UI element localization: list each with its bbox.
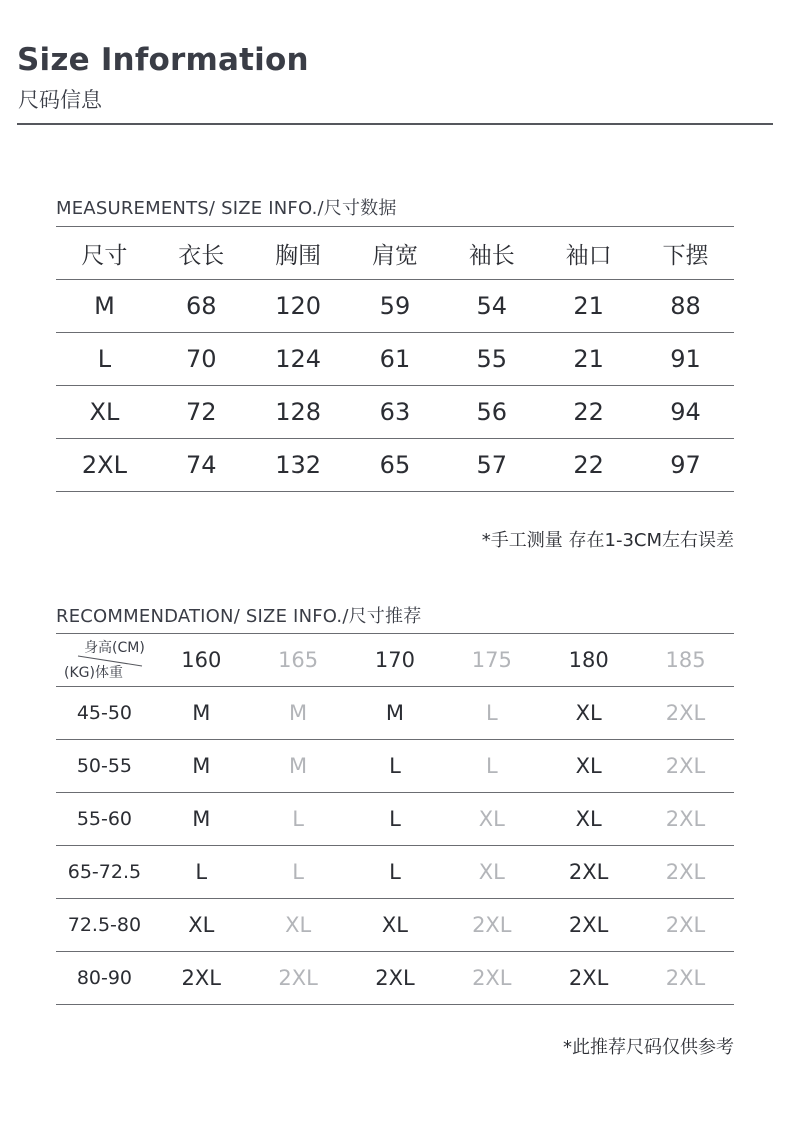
size-recommendation: L — [443, 687, 540, 740]
size-recommendation: 2XL — [637, 687, 734, 740]
table-row — [56, 333, 734, 386]
size-recommendation: 2XL — [540, 846, 637, 899]
corner-weight-label: (KG)体重 — [64, 665, 123, 681]
measurements-header-row — [56, 227, 734, 280]
measurement-cell: 54 — [443, 280, 540, 333]
height-header: 175 — [443, 634, 540, 687]
recommendation-title: RECOMMENDATION/ SIZE INFO./尺寸推荐 — [56, 606, 422, 627]
weight-label: 72.5-80 — [56, 899, 153, 952]
measurement-cell: 21 — [540, 333, 637, 386]
size-recommendation: XL — [443, 846, 540, 899]
size-recommendation: XL — [540, 687, 637, 740]
measurements-note: *手工测量 存在1-3CM左右误差 — [481, 530, 734, 551]
column-header: 袖口 — [540, 227, 637, 280]
table-row — [56, 687, 734, 740]
size-recommendation: 2XL — [347, 952, 444, 1005]
size-recommendation: 2XL — [443, 899, 540, 952]
size-recommendation: M — [250, 740, 347, 793]
size-recommendation: 2XL — [540, 952, 637, 1005]
height-header: 160 — [153, 634, 250, 687]
table-row — [56, 386, 734, 439]
measurement-cell: 128 — [250, 386, 347, 439]
recommendation-note: *此推荐尺码仅供参考 — [563, 1037, 734, 1058]
height-header: 180 — [540, 634, 637, 687]
measurement-cell: 97 — [637, 439, 734, 492]
size-recommendation: XL — [250, 899, 347, 952]
measurement-cell: 74 — [153, 439, 250, 492]
size-recommendation: L — [347, 740, 444, 793]
column-header: 下摆 — [637, 227, 734, 280]
measurement-cell: 59 — [347, 280, 444, 333]
column-header: 衣长 — [153, 227, 250, 280]
measurement-cell: 124 — [250, 333, 347, 386]
corner-height-label: 身高(CM) — [84, 640, 145, 656]
weight-label: 50-55 — [56, 740, 153, 793]
size-recommendation: XL — [153, 899, 250, 952]
weight-label: 80-90 — [56, 952, 153, 1005]
weight-label: 55-60 — [56, 793, 153, 846]
table-row — [56, 439, 734, 492]
size-recommendation: XL — [347, 899, 444, 952]
size-recommendation: L — [347, 793, 444, 846]
size-label: M — [56, 280, 153, 333]
table-row — [56, 793, 734, 846]
size-recommendation: L — [153, 846, 250, 899]
measurement-cell: 94 — [637, 386, 734, 439]
page-subtitle: 尺码信息 — [18, 88, 102, 112]
size-label: 2XL — [56, 439, 153, 492]
size-recommendation: 2XL — [637, 899, 734, 952]
header-divider — [17, 123, 773, 125]
measurement-cell: 120 — [250, 280, 347, 333]
size-recommendation: M — [250, 687, 347, 740]
size-recommendation: XL — [443, 793, 540, 846]
size-label: L — [56, 333, 153, 386]
size-recommendation: M — [153, 740, 250, 793]
recommendation-header-row — [56, 634, 734, 687]
table-row — [56, 846, 734, 899]
size-recommendation: 2XL — [637, 952, 734, 1005]
column-header: 尺寸 — [56, 227, 153, 280]
measurement-cell: 72 — [153, 386, 250, 439]
size-recommendation: 2XL — [153, 952, 250, 1005]
size-recommendation: L — [250, 793, 347, 846]
table-row — [56, 899, 734, 952]
size-recommendation: 2XL — [540, 899, 637, 952]
table-row — [56, 952, 734, 1005]
height-header: 165 — [250, 634, 347, 687]
size-recommendation: XL — [540, 793, 637, 846]
measurement-cell: 88 — [637, 280, 734, 333]
column-header: 肩宽 — [347, 227, 444, 280]
measurement-cell: 57 — [443, 439, 540, 492]
measurement-cell: 61 — [347, 333, 444, 386]
table-row — [56, 280, 734, 333]
measurement-cell: 65 — [347, 439, 444, 492]
column-header: 胸围 — [250, 227, 347, 280]
size-recommendation: M — [153, 687, 250, 740]
size-recommendation: 2XL — [250, 952, 347, 1005]
recommendation-table — [56, 634, 734, 1005]
measurement-cell: 68 — [153, 280, 250, 333]
measurements-table — [56, 227, 734, 492]
size-recommendation: M — [347, 687, 444, 740]
size-recommendation: 2XL — [637, 740, 734, 793]
measurement-cell: 91 — [637, 333, 734, 386]
size-recommendation: L — [443, 740, 540, 793]
measurement-cell: 22 — [540, 386, 637, 439]
size-recommendation: 2XL — [443, 952, 540, 1005]
size-recommendation: 2XL — [637, 793, 734, 846]
page-title: Size Information — [17, 42, 309, 78]
height-header: 185 — [637, 634, 734, 687]
measurement-cell: 63 — [347, 386, 444, 439]
measurement-cell: 70 — [153, 333, 250, 386]
measurement-cell: 132 — [250, 439, 347, 492]
table-row — [56, 740, 734, 793]
size-recommendation: 2XL — [637, 846, 734, 899]
weight-label: 45-50 — [56, 687, 153, 740]
size-label: XL — [56, 386, 153, 439]
size-recommendation: XL — [540, 740, 637, 793]
size-recommendation: M — [153, 793, 250, 846]
column-header: 袖长 — [443, 227, 540, 280]
height-header: 170 — [347, 634, 444, 687]
corner-cell — [56, 634, 153, 687]
measurement-cell: 21 — [540, 280, 637, 333]
measurement-cell: 56 — [443, 386, 540, 439]
weight-label: 65-72.5 — [56, 846, 153, 899]
size-recommendation: L — [347, 846, 444, 899]
measurements-title: MEASUREMENTS/ SIZE INFO./尺寸数据 — [56, 198, 397, 219]
size-recommendation: L — [250, 846, 347, 899]
measurement-cell: 22 — [540, 439, 637, 492]
measurement-cell: 55 — [443, 333, 540, 386]
